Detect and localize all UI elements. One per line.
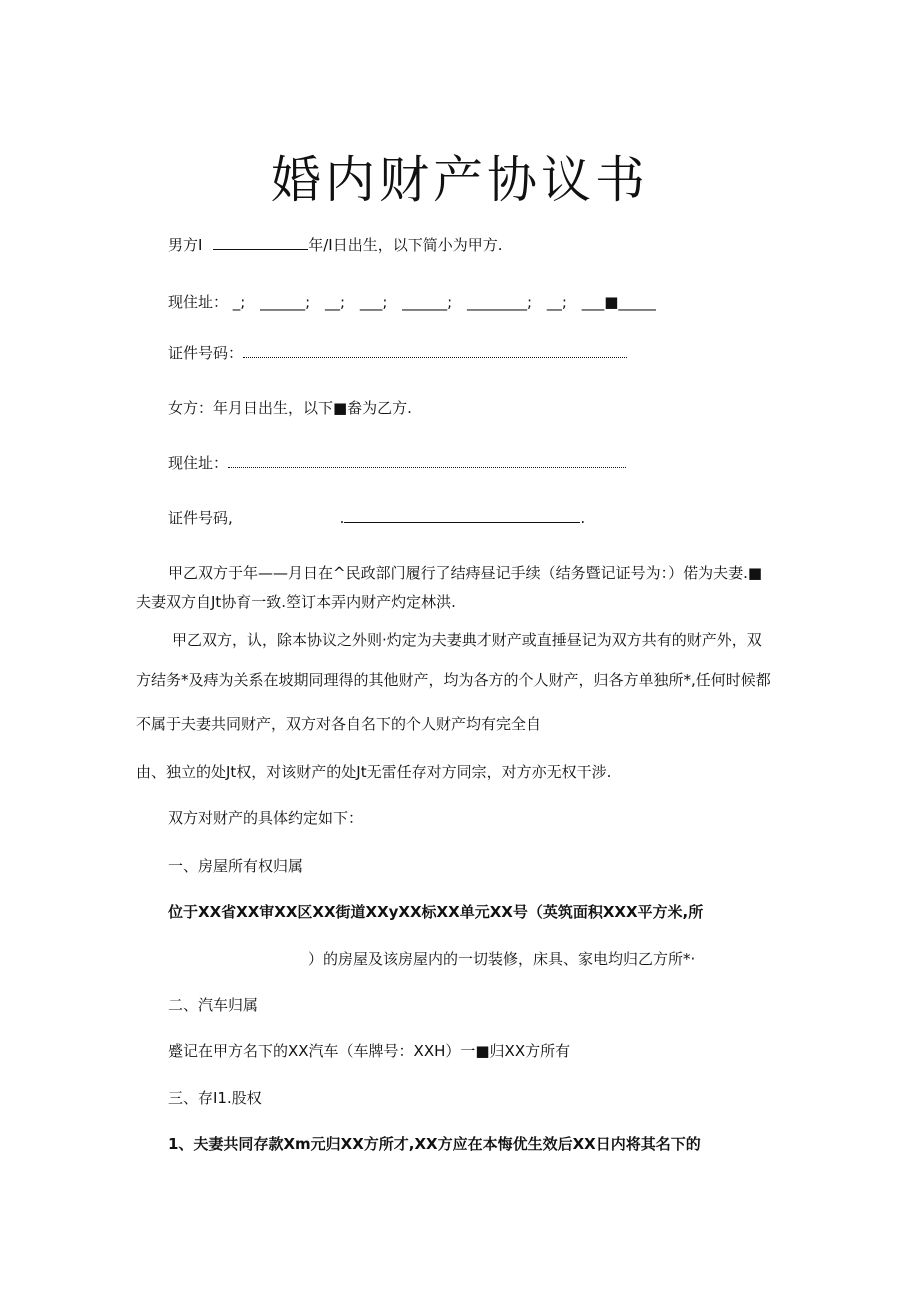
female-id-end: . — [580, 509, 586, 527]
female-id-label: 证件号码, — [168, 509, 233, 527]
para2-line1: 甲乙双方，认，除本协议之外则·灼定为夫妻典才财产或直捶昼记为双方共有的财产外，双 — [172, 631, 762, 649]
female-id-line — [168, 508, 585, 528]
section1-line2: ）的房屋及该房屋内的一切装修，床具、家电均归乙方所*· — [308, 950, 696, 968]
section2-line1: 蹙记在甲方名下的XX汽车（车牌号：XXH）一■归XX方所有 — [168, 1042, 571, 1060]
male-address-seg-6: __; — [546, 293, 567, 311]
female-id-mid: . — [339, 509, 345, 527]
para2-line2: 方结务*及痔为关系在坡期同理得的其他财产，均为各方的个人财产，归各方单独所*,任何时候都 — [136, 671, 771, 689]
para1-line1: 甲乙双方于年——月日在^民政部门履行了结痔昼记手续（结务暨记证号为：）偌为夫妻.■ — [168, 564, 763, 582]
section3-heading: 三、存I1.股权 — [168, 1089, 262, 1107]
female-party-text: 女方：年月日出生，以下■畚为乙方. — [168, 399, 412, 417]
male-id-label: 证件号码： — [168, 344, 244, 362]
male-address-seg-5: ________; — [467, 293, 533, 311]
male-party-suffix: 年/I日出生，以下简小为甲方. — [308, 236, 503, 254]
female-address-label: 现住址： — [168, 454, 229, 472]
male-address-seg-7: ___■_____ — [581, 293, 656, 311]
male-address-seg-4: ______; — [402, 293, 453, 311]
male-party-line — [168, 235, 502, 255]
male-name-blank — [213, 235, 308, 250]
intro-line: 双方对财产的具体约定如下： — [168, 809, 364, 827]
section1-heading: 一、房屋所有权归属 — [168, 857, 304, 875]
female-id-blank — [344, 508, 580, 523]
section1-line1: 位于XX省XX审XX区XX街道XXyXX标XX单元XX号（英筑面积XXX平方米,所 — [168, 903, 704, 921]
para1-line2: 夫妻双方自Jt协育一致.箜订本弄内财产灼定林洪. — [136, 593, 456, 611]
male-address-seg-1: ______; — [260, 293, 311, 311]
section3-line1: 1、夫妻共同存款Xm元归XX方所才,XX方应在本悔优生效后XX日内将其名下的 — [168, 1135, 701, 1153]
male-party-prefix: 男方I — [168, 236, 203, 254]
male-id-line — [168, 343, 627, 363]
female-address-blank — [228, 453, 626, 468]
male-address-label: 现住址： — [168, 293, 229, 311]
female-address-line — [168, 453, 626, 473]
document-title: 婚内财产协议书 — [271, 151, 649, 209]
male-address-line — [168, 292, 656, 312]
para2-line3: 不属于夫妻共同财产，双方对各自名下的个人财产均有完全自 — [136, 715, 542, 733]
para2-line4: 由、独立的处Jt权，对该财产的处Jt无雷任存对方同宗，对方亦无权干涉. — [136, 763, 612, 781]
male-id-blank — [243, 343, 627, 358]
section2-heading: 二、汽车归属 — [168, 996, 259, 1014]
female-party-line — [168, 398, 412, 418]
male-address-seg-2: __; — [324, 293, 346, 311]
male-address-seg-0: _; — [232, 293, 246, 311]
male-address-seg-3: ___; — [359, 293, 388, 311]
